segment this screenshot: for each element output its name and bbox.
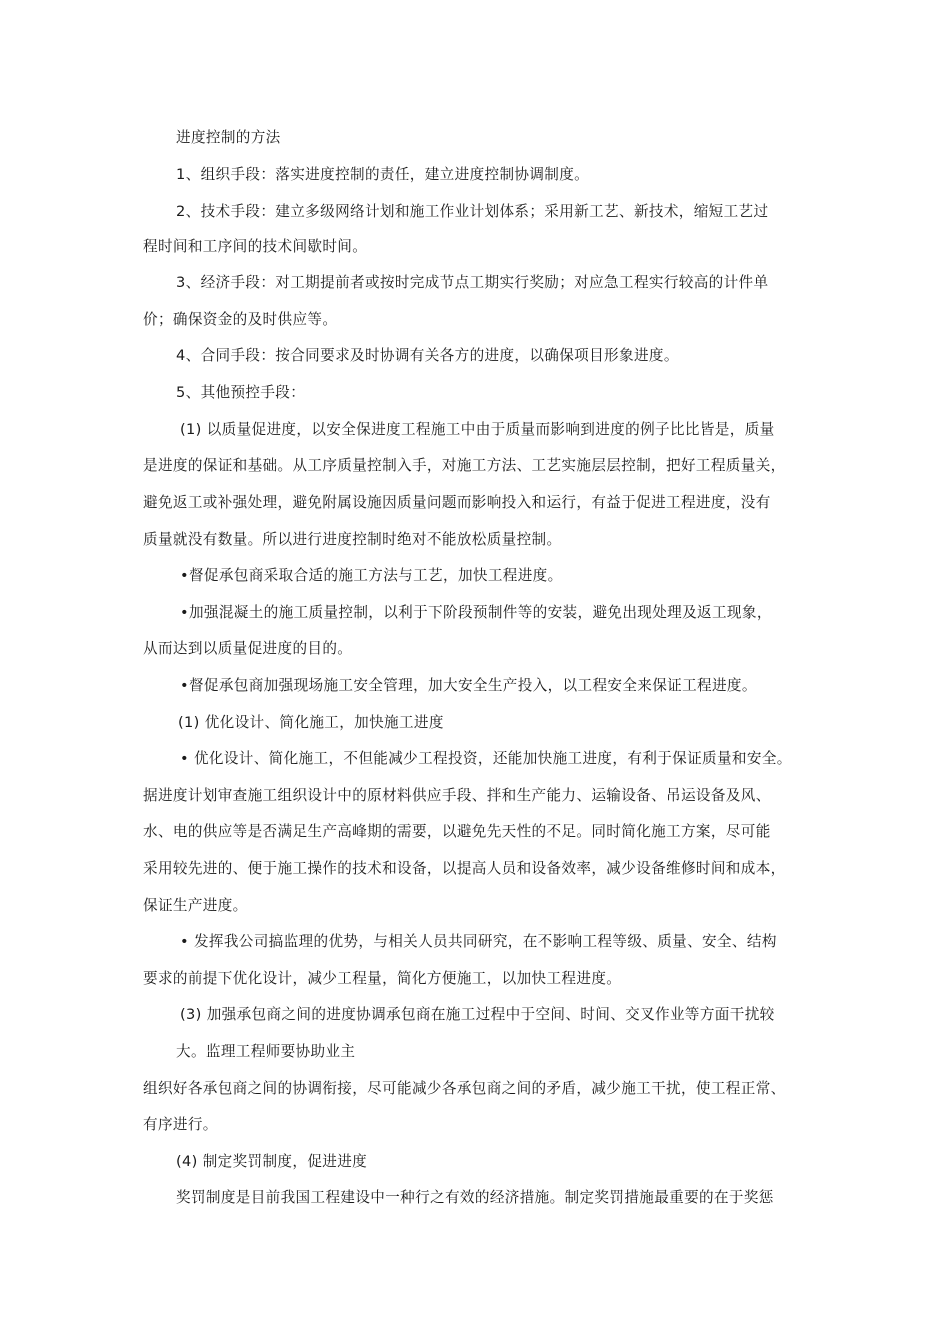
text-line: 2、技术手段：建立多级网络计划和施工作业计划体系；采用新工艺、新技术，缩短工艺过 (176, 203, 769, 220)
bullet-line: •督促承包商采取合适的施工方法与工艺，加快工程进度。 (180, 567, 563, 584)
text-line: 采用较先进的、便于施工操作的技术和设备，以提高人员和设备效率，减少设备维修时间和成本， (143, 860, 786, 877)
text-line: 避免返工或补强处理，避免附属设施因质量问题而影响投入和运行，有益于促进工程进度，没有 (143, 494, 771, 511)
section-heading: 进度控制的方法 (176, 129, 281, 146)
text-line: 5、其他预控手段： (176, 384, 306, 401)
text-line: 据进度计划审查施工组织设计中的原材料供应手段、拌和生产能力、运输设备、吊运设备及风、 (143, 787, 771, 804)
text-line: 质量就没有数量。所以进行进度控制时绝对不能放松质量控制。 (143, 531, 562, 548)
text-line: 程时间和工序间的技术间歇时间。 (143, 238, 368, 255)
text-line: 是进度的保证和基础。从工序质量控制入手，对施工方法、工艺实施层层控制，把好工程质量关， (143, 457, 786, 474)
text-line: 要求的前提下优化设计，减少工程量，简化方便施工，以加快工程进度。 (143, 970, 622, 987)
text-line: 1、组织手段：落实进度控制的责任，建立进度控制协调制度。 (176, 166, 590, 183)
text-line: 保证生产进度。 (143, 897, 248, 914)
text-line: (3) 加强承包商之间的进度协调承包商在施工过程中于空间、时间、交叉作业等方面干扰较 (180, 1006, 775, 1023)
bullet-line: •加强混凝土的施工质量控制，以利于下阶段预制件等的安装，避免出现处理及返工现象， (180, 604, 772, 621)
text-line: (1) 优化设计、简化施工，加快施工进度 (178, 714, 444, 731)
bullet-line: •督促承包商加强现场施工安全管理，加大安全生产投入，以工程安全来保证工程进度。 (180, 677, 757, 694)
text-line: 有序进行。 (143, 1116, 218, 1133)
text-line: 大。监理工程师要协助业主 (176, 1043, 356, 1060)
text-line: 4、合同手段：按合同要求及时协调有关各方的进度，以确保项目形象进度。 (176, 347, 679, 364)
text-line: 价；确保资金的及时供应等。 (143, 311, 338, 328)
text-line: 奖罚制度是目前我国工程建设中一种行之有效的经济措施。制定奖罚措施最重要的在于奖惩 (176, 1189, 774, 1206)
text-line: 水、电的供应等是否满足生产高峰期的需要，以避免先天性的不足。同时简化施工方案，尽可能 (143, 823, 771, 840)
text-line: (1) 以质量促进度，以安全保进度工程施工中由于质量而影响到进度的例子比比皆是，质量 (180, 421, 775, 438)
text-line: 组织好各承包商之间的协调衔接，尽可能减少各承包商之间的矛盾，减少施工干扰，使工程正常、 (143, 1080, 786, 1097)
bullet-line: • 发挥我公司搞监理的优势，与相关人员共同研究，在不影响工程等级、质量、安全、结构 (180, 933, 777, 950)
bullet-line: • 优化设计、简化施工，不但能减少工程投资，还能加快施工进度，有利于保证质量和安全。 (180, 750, 792, 767)
text-line: 3、经济手段：对工期提前者或按时完成节点工期实行奖励；对应急工程实行较高的计件单 (176, 274, 769, 291)
text-line: (4) 制定奖罚制度，促进进度 (176, 1153, 368, 1170)
text-line: 从而达到以质量促进度的目的。 (143, 640, 353, 657)
